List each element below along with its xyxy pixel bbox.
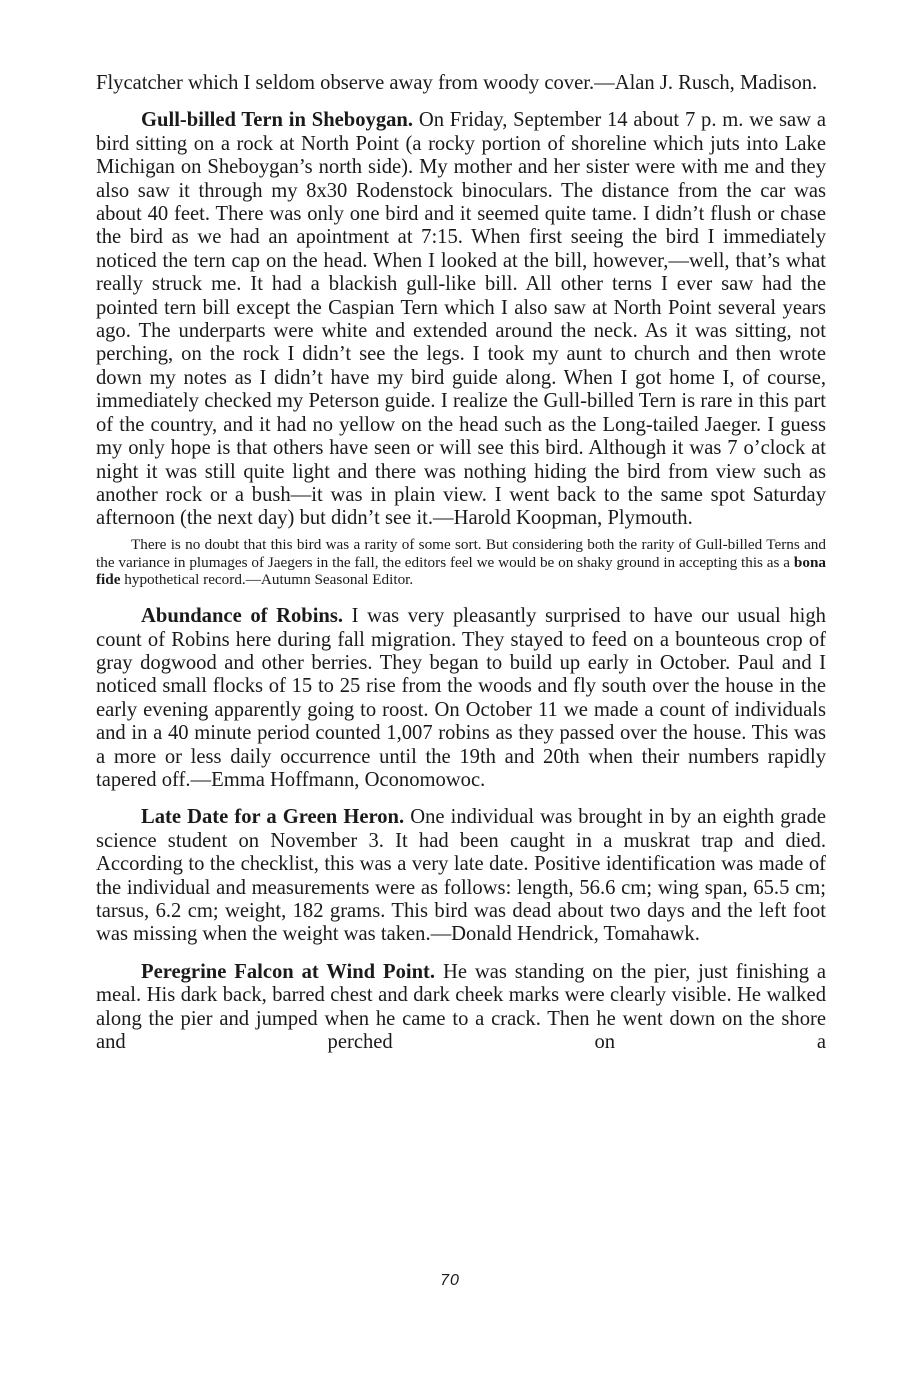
- article-peregrine-falcon: [96, 961, 826, 1055]
- article-title: Abundance of Robins.: [141, 605, 344, 628]
- continuation-paragraph: Flycatcher which I seldom observe away from woody cover.—Alan J. Rusch, Madison.: [96, 72, 818, 94]
- article-green-heron: [96, 806, 826, 946]
- page-number: 70: [440, 1272, 460, 1289]
- article-body: One individual was brought in by an eighth grade science student on November 3. It had been caught in a muskrat trap and died. According to the checklist, this was a very late date. Positive identification was made of the individual and measurements were as follows: length, 56.6 cm; wing span, 65.5 cm; tarsus, 6.2 cm; weight, 182 grams. This bird was dead about two days and the left foot was missing when the weight was taken.—Donald Hendrick, Tomahawk.: [96, 806, 826, 946]
- article-body: I was very pleasantly surprised to have our usual high count of Robins here during fall migration. They stayed to feed on a bounteous crop of gray dogwood and other berries. They began to build up early in October. Paul and I noticed small flocks of 15 to 25 rise from the woods and fly south over the house in the early evening apparently going to roost. On October 11 we made a count of individuals and in a 40 minute period counted 1,007 robins as they passed over the house. This was a more or less daily occurrence until the 19th and 20th when their numbers rapidly tapered off.—Emma Hoffmann, Oconomowoc.: [96, 605, 826, 791]
- article-abundance-of-robins: [96, 605, 826, 792]
- article-title: Peregrine Falcon at Wind Point.: [141, 960, 436, 983]
- article-title: Late Date for a Green Heron.: [141, 806, 405, 829]
- editor-note-emphasis: bona fide: [96, 553, 826, 589]
- editor-note-text: There is no doubt that this bird was a rarity of some sort. But considering both the rarity of Gull-billed Terns and the variance in plumages of Jaegers in the fall, the editors feel we would be on shaky ground in accepting this as a: [96, 535, 826, 571]
- editor-note-text-end: hypothetical record.—Autumn Seasonal Editor.: [120, 571, 414, 589]
- article-body: He was standing on the pier, just finishing a meal. His dark back, barred chest and dark cheek marks were clearly visible. He walked along the pier and jumped when he came to a crack. Then he went down on the shore and perched on a: [96, 960, 827, 1054]
- article-title: Gull-billed Tern in Sheboygan.: [141, 109, 414, 132]
- article-gull-billed-tern: [96, 109, 826, 530]
- article-body: On Friday, September 14 about 7 p. m. we saw a bird sitting on a rock at North Point (a rocky portion of shoreline which juts into Lake Michigan on Sheboygan’s north side). My mother and her sister were with me and they also saw it through my 8x30 Rodenstock binoculars. The distance from the car was about 40 feet. There was only one bird and it seemed quite tame. I didn’t flush or chase the bird as we had an apointment at 7:15. When first seeing the bird I immediately noticed the tern cap on the head. When I looked at the bill, however,—well, that’s what really struck me. It had a blackish gull-like bill. All other terns I ever saw had the pointed tern bill except the Caspian Tern which I also saw at North Point several years ago. The underparts were white and extended around the neck. As it was sitting, not perching, on the rock I didn’t see the legs. I took my aunt to church and then wrote down my notes as I didn’t have my bird guide along. When I got home I, of course, immediately checked my Peterson guide. I realize the Gull-billed Tern is rare in this part of the country, and it had no yellow on the head such as the Long-tailed Jaeger. I guess my only hope is that others have seen or will see this bird. Although it was 7 o’clock at night it was still quite light and there was nothing hiding the bird from view such as another rock or a bush—it was in plain view. I went back to the same spot Saturday afternoon (the next day) but didn’t see it.—Harold Koopman, Plymouth.: [96, 109, 826, 530]
- editor-note: [96, 536, 826, 589]
- document-page: [96, 72, 826, 1054]
